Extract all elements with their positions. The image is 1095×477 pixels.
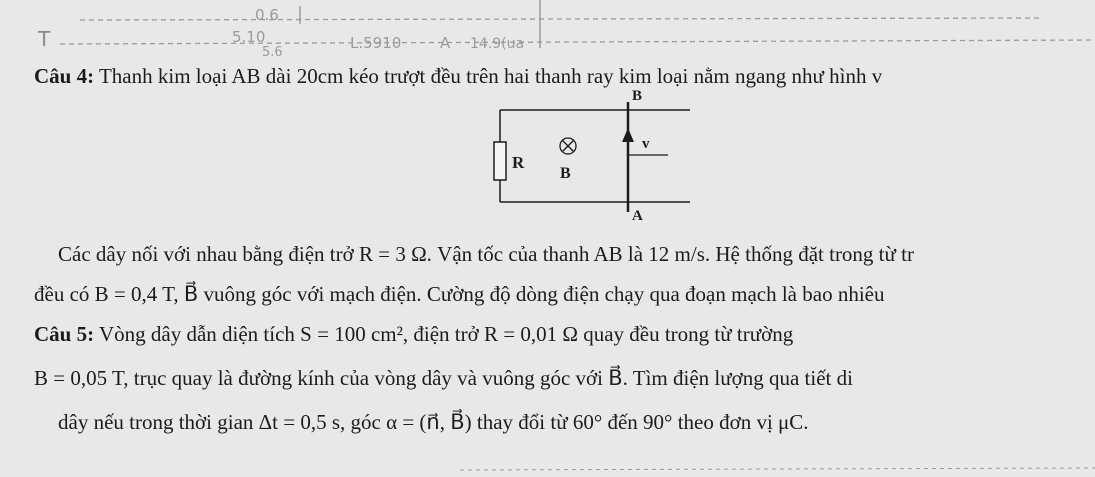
scribble-t: T <box>38 27 51 51</box>
scribble-note3: 5.6 <box>262 45 283 60</box>
resistor <box>494 142 506 180</box>
q5-text: Vòng dây dẫn diện tích S = 100 cm², điện trở R = 0,01 Ω quay đều trong từ trường <box>98 322 794 346</box>
circuit-diagram <box>490 80 690 230</box>
q4-line1 <box>34 64 882 89</box>
q5-line3: dây nếu trong thời gian Δt = 0,5 s, góc α = (n⃗, B⃗) thay đổi từ 60° đến 90° theo đơn vị μC. <box>58 410 809 434</box>
scribble-note1: 0.6 <box>255 6 279 24</box>
label-a-bottom: A <box>632 208 643 224</box>
q4-line2: Các dây nối với nhau bằng điện trở R = 3 Ω. Vận tốc của thanh AB là 12 m/s. Hệ thống đặt trong từ tr <box>58 242 914 266</box>
q5-line2: B = 0,05 T, trục quay là đường kính của vòng dây và vuông góc với B⃗. Tìm điện lượng qua tiết di <box>34 366 853 390</box>
label-r: R <box>512 153 525 172</box>
scribble-note2: 5.10 <box>232 28 266 46</box>
q4-text: Thanh kim loại AB dài 20cm kéo trượt đều trên hai thanh ray kim loại nằm ngang như hình v <box>98 64 883 88</box>
scribble-note5: A <box>440 34 451 52</box>
velocity-arrow-icon <box>622 128 634 142</box>
label-v: v⃗ <box>642 136 662 152</box>
scribble-note4: L.5910 <box>350 34 402 52</box>
scribble-note6: 14.9(ua <box>470 36 525 52</box>
label-b-top: B <box>632 88 643 104</box>
pencil-scribbles <box>0 0 1095 60</box>
q4-line3: đều có B = 0,4 T, B⃗ vuông góc với mạch điện. Cường độ dòng điện chạy qua đoạn mạch là bao nhiêu <box>34 282 885 306</box>
bottom-rule <box>0 440 1095 477</box>
q5-line1 <box>34 322 793 347</box>
q5-label: Câu 5: <box>34 322 95 346</box>
label-b-vector: B⃗ <box>560 165 584 182</box>
q4-label: Câu 4: <box>34 64 95 88</box>
